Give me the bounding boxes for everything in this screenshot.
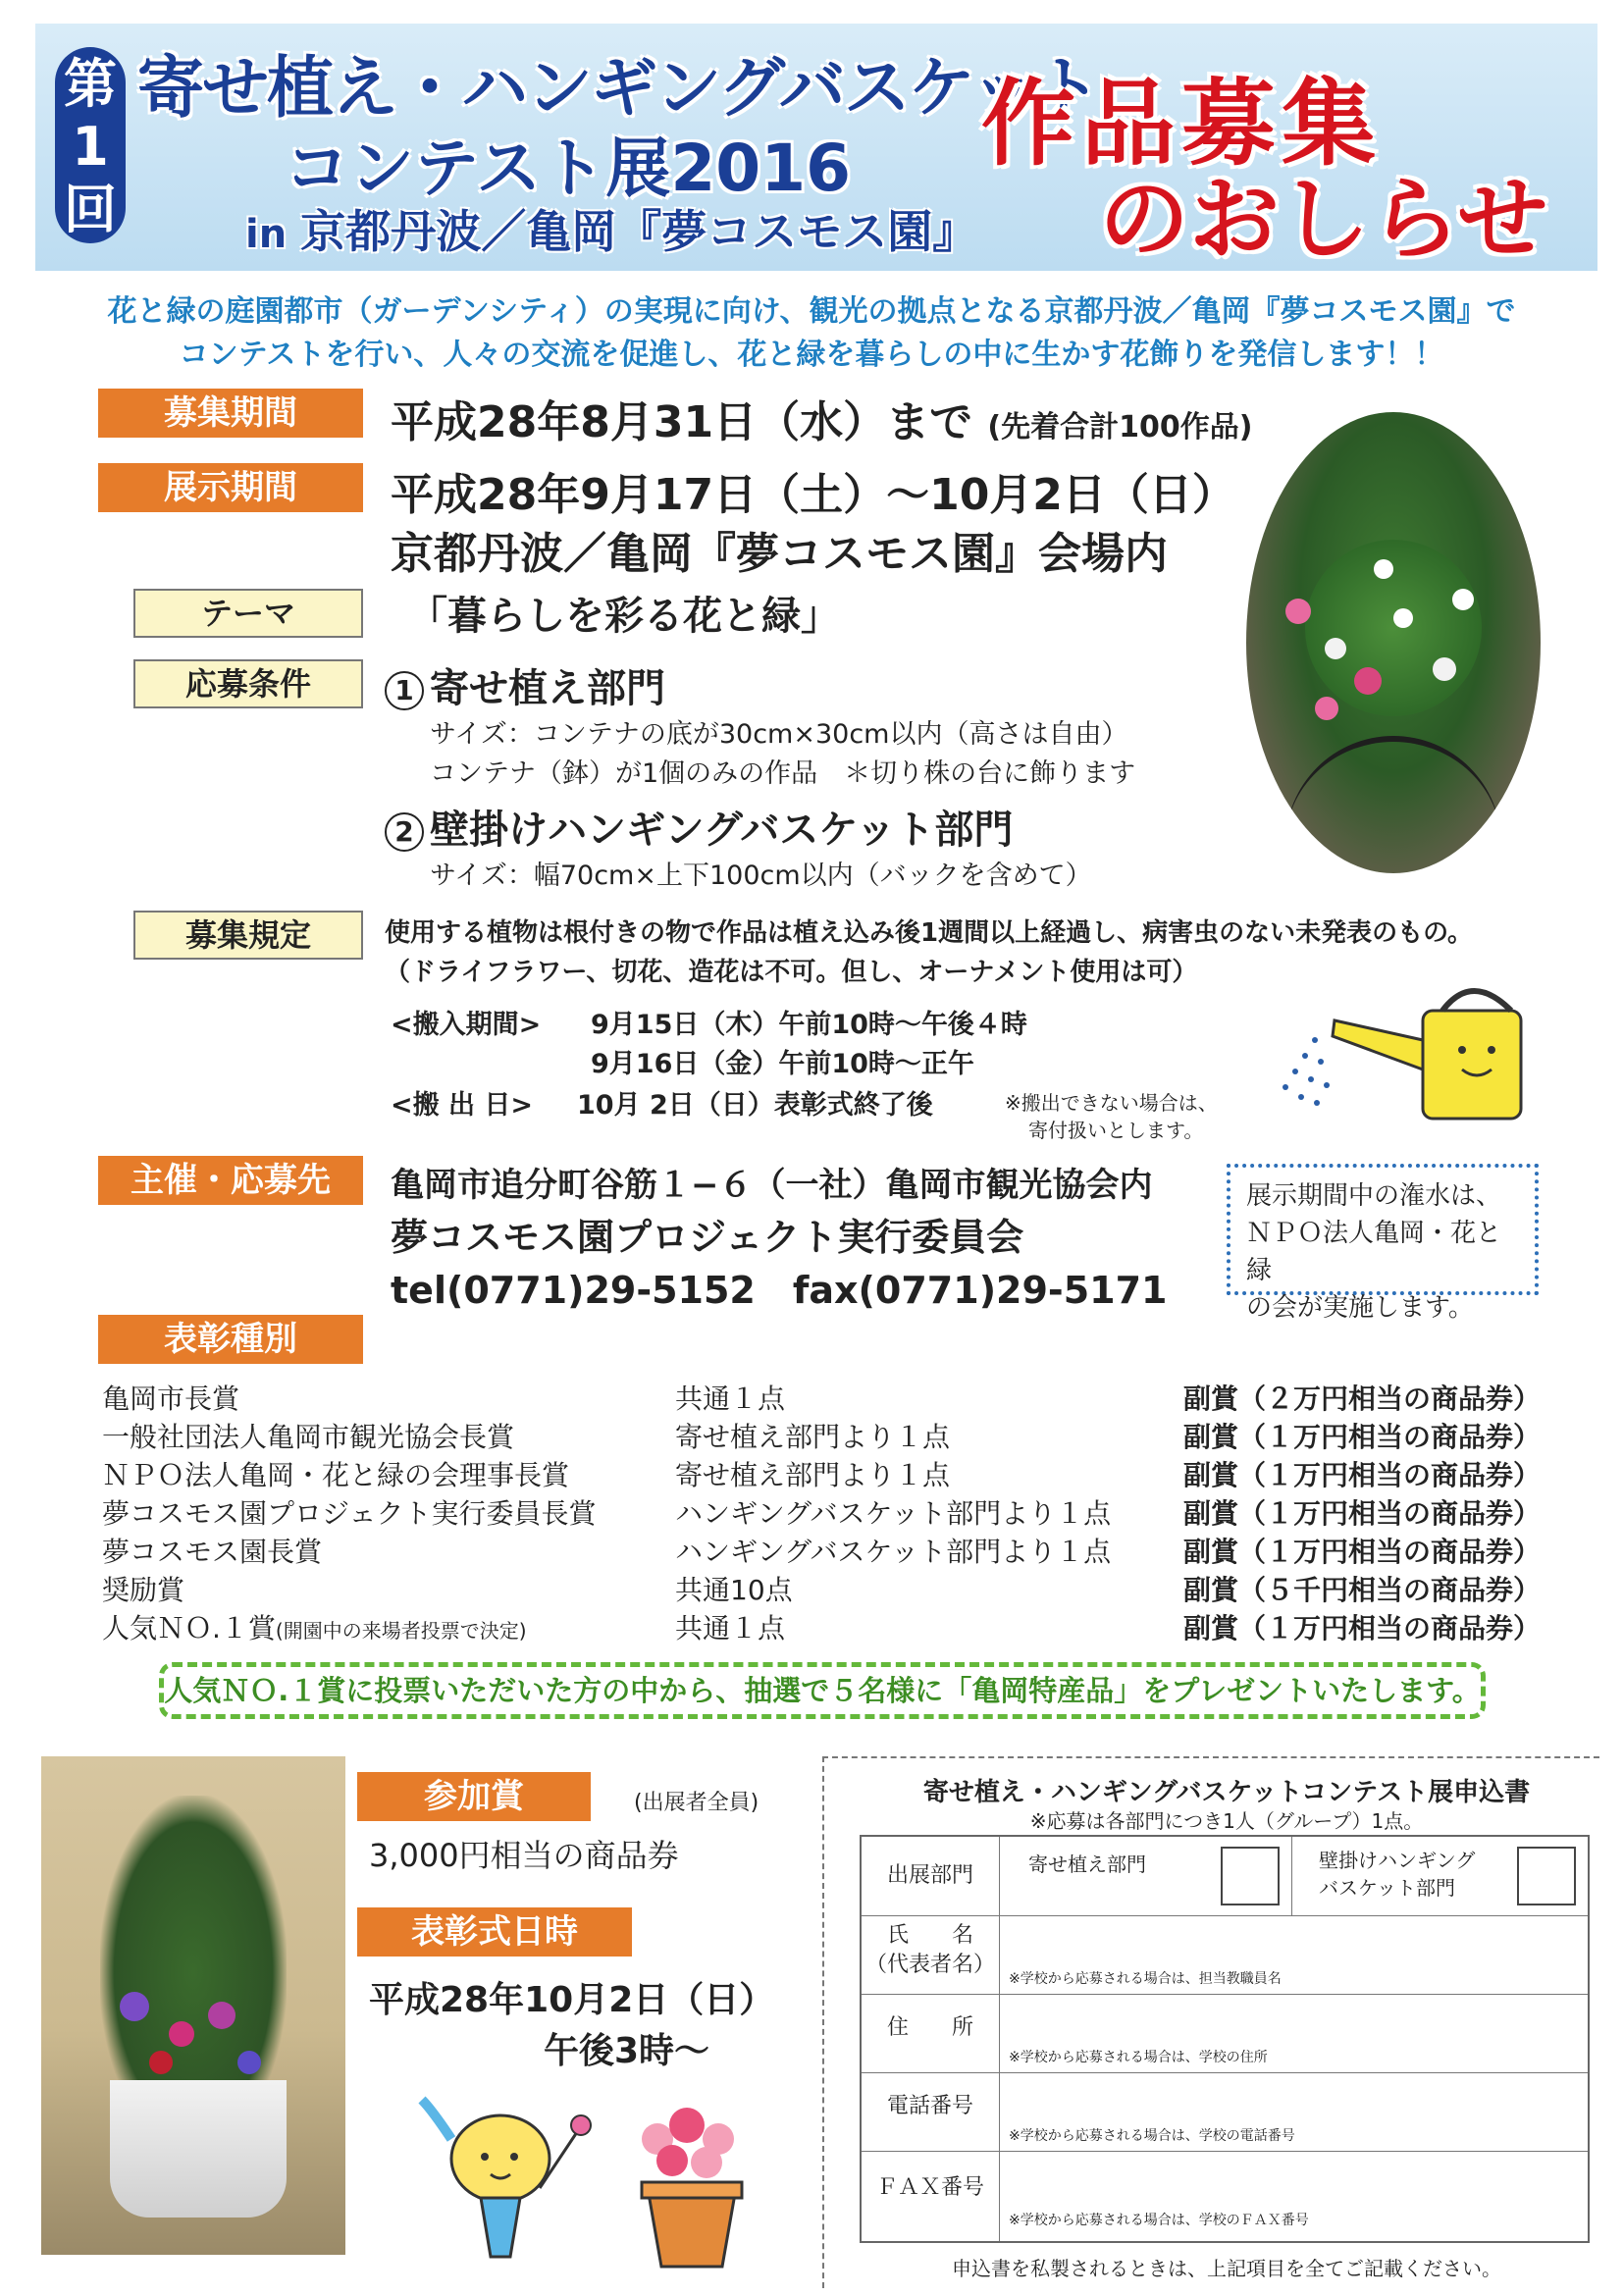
form-subtitle: ※応募は各部門につき1人（グループ）1点。 <box>1029 1809 1424 1833</box>
hanging-basket-photo <box>1246 412 1541 873</box>
tenji-kikan-value: 平成28年9月17日（土）～10月2日（日） <box>391 470 1235 520</box>
checkbox-hanging[interactable] <box>1517 1847 1576 1905</box>
form-title: 寄せ植え・ハンギングバスケットコンテスト展申込書 <box>922 1778 1531 1807</box>
row-label-bumon: 出展部門 <box>886 1863 973 1888</box>
container-garden-photo <box>41 1756 345 2255</box>
note-line: 展示期間中の潅水は、 <box>1246 1181 1502 1211</box>
theme-value: 「暮らしを彩る花と緑」 <box>408 594 840 639</box>
award-name-popular <box>102 1607 527 1646</box>
row-label-name <box>862 1921 999 1980</box>
label-kitei: 募集規定 <box>133 911 363 960</box>
award-prize: 副賞（１万円相当の商品券） <box>1183 1421 1542 1453</box>
intro-line2: コンテストを行い、人々の交流を促進し、花と緑を暮らしの中に生かす花飾りを発信します！！ <box>179 338 1444 372</box>
intro-line1: 花と緑の庭園都市（ガーデンシティ）の実現に向け、観光の拠点となる京都丹波／亀岡『夢コスモス園』で <box>107 294 1516 329</box>
boshu-kikan-date: 平成28年8月31日（水）まで <box>391 397 973 447</box>
hanshutsu-date: 10月 2日（日）表彰式終了後 <box>577 1090 933 1121</box>
cat1-size: サイズ：コンテナの底が30cm×30cm以内（高さは自由） <box>430 719 1128 750</box>
name-note: ※学校から応募される場合は、担当教職員名 <box>1009 1971 1282 1987</box>
label-theme: テーマ <box>133 589 363 638</box>
label-sanka: 参加賞 <box>357 1772 591 1821</box>
form-footer: 申込書を私製されるときは、上記項目を全てご記載ください。 <box>952 2257 1501 2280</box>
award-scope: ハンギングバスケット部門より１点 <box>675 1497 1112 1530</box>
award-prize: 副賞（１万円相当の商品券） <box>1183 1459 1542 1491</box>
badge-char: 1 <box>72 116 109 178</box>
tenji-place: 京都丹波／亀岡『夢コスモス園』会場内 <box>391 529 1168 579</box>
cat2-size: サイズ：幅70cm×上下100cm以内（バックを含めて） <box>430 861 1092 891</box>
award-name: 亀岡市長賞 <box>102 1383 240 1415</box>
cat2-title-text: 壁掛けハンギングバスケット部門 <box>430 808 1014 853</box>
shusai-org: 夢コスモス園プロジェクト実行委員会 <box>391 1216 1024 1259</box>
kitei-line2: （ドライフラワー、切花、造花は不可。但し、オーナメント使用は可） <box>385 958 1198 987</box>
hanshutsu-label: <搬 出 日> <box>391 1090 534 1121</box>
checkbox-yoseue[interactable] <box>1221 1847 1280 1905</box>
award-name: 奨励賞 <box>102 1574 185 1606</box>
hannyu-date2: 9月16日（金）午前10時～正午 <box>591 1049 974 1079</box>
in-label: in <box>245 212 288 257</box>
sanka-note: (出展者全員) <box>634 1791 759 1815</box>
cat1-number: 1 <box>385 671 424 710</box>
option-hanging-line1: 壁掛けハンギング <box>1319 1849 1476 1872</box>
kitei-line1: 使用する植物は根付きの物で作品は植え込み後1週間以上経過し、病害虫のない未発表のもの。 <box>385 918 1474 948</box>
cat2-title <box>385 799 1013 855</box>
label-tenji-kikan: 展示期間 <box>98 463 363 512</box>
award-name: 人気ＮＯ.１賞 <box>102 1612 276 1644</box>
ceremony-date: 平成28年10月2日（日） <box>369 1980 775 2020</box>
award-name: 一般社団法人亀岡市観光協会長賞 <box>102 1421 515 1453</box>
shusai-address: 亀岡市追分町谷筋１−６（一社）亀岡市観光協会内 <box>391 1166 1153 1205</box>
badge-char: 第 <box>64 53 117 115</box>
address-note: ※学校から応募される場合は、学校の住所 <box>1009 2050 1268 2065</box>
page-title: 寄せ植え・ハンギングバスケット <box>137 50 1100 128</box>
note-line: ＮＰＯ法人亀岡・花と緑 <box>1246 1219 1502 1285</box>
award-scope: 共通１点 <box>675 1612 786 1644</box>
recruit-heading-line2: のおしらせ <box>1099 167 1548 272</box>
row-label-tel: 電話番号 <box>886 2094 973 2118</box>
award-prize: 副賞（１万円相当の商品券） <box>1183 1497 1542 1530</box>
label-awards: 表彰種別 <box>98 1315 363 1364</box>
option-hanging-line2: バスケット部門 <box>1319 1876 1455 1900</box>
row-label-fax: ＦＡＸ番号 <box>875 2175 984 2200</box>
row-label-name-line2: （代表者名） <box>864 1953 995 1977</box>
award-name-note: (開園中の来場者投票で決定) <box>275 1619 527 1643</box>
present-banner: 人気ＮＯ.１賞に投票いただいた方の中から、抽選で５名様に「亀岡特産品」をプレゼントいたします。 <box>159 1662 1486 1719</box>
award-scope: 共通10点 <box>675 1574 793 1606</box>
edition-badge <box>55 47 126 243</box>
option-yoseue: 寄せ植え部門 <box>1028 1852 1146 1876</box>
cat1-title <box>385 657 665 713</box>
shusai-contact: tel(0771)29-5152 fax(0771)29-5171 <box>391 1269 1168 1312</box>
page-title-line3 <box>245 196 977 261</box>
hanshutsu-note2: 寄付扱いとします。 <box>1028 1119 1204 1142</box>
award-prize: 副賞（２万円相当の商品券） <box>1183 1383 1542 1415</box>
hannyu-label: <搬入期間> <box>391 1010 542 1040</box>
row-label-address: 住 所 <box>886 2015 973 2040</box>
award-scope: 共通１点 <box>675 1383 786 1415</box>
fax-note: ※学校から応募される場合は、学校のＦＡＸ番号 <box>1009 2213 1309 2228</box>
label-joken: 応募条件 <box>133 659 363 708</box>
hannyu-date1: 9月15日（木）午前10時～午後４時 <box>591 1010 1027 1040</box>
venue-title: 京都丹波／亀岡『夢コスモス園』 <box>300 205 978 258</box>
award-prize: 副賞（５千円相当の商品券） <box>1183 1574 1542 1606</box>
flower-pot-icon <box>628 2100 756 2276</box>
tel-note: ※学校から応募される場合は、学校の電話番号 <box>1009 2128 1295 2144</box>
award-scope: ハンギングバスケット部門より１点 <box>675 1536 1112 1568</box>
label-boshu-kikan: 募集期間 <box>98 389 363 438</box>
cat2-number: 2 <box>385 812 424 852</box>
award-name: 夢コスモス園長賞 <box>102 1536 323 1568</box>
award-prize: 副賞（１万円相当の商品券） <box>1183 1612 1542 1644</box>
sanka-value: 3,000円相当の商品券 <box>369 1837 679 1874</box>
award-scope: 寄せ植え部門より１点 <box>675 1421 951 1453</box>
note-line: の会が実施します。 <box>1246 1293 1474 1323</box>
badge-char: 回 <box>64 179 117 240</box>
watering-can-icon <box>1266 971 1560 1148</box>
cat1-title-text: 寄せ植え部門 <box>430 666 665 711</box>
page-title-line2: コンテスト展2016 <box>285 130 852 206</box>
recruit-heading: 作品募集 <box>981 69 1382 179</box>
ceremony-time: 午後3時～ <box>544 2031 710 2071</box>
mascot-icon <box>412 2090 608 2276</box>
boshu-kikan-value <box>391 387 1252 449</box>
application-form <box>860 1835 1590 2243</box>
row-label-name-line1: 氏 名 <box>886 1923 973 1948</box>
hanshutsu-note1: ※搬出できない場合は、 <box>1005 1091 1218 1115</box>
watering-note-box <box>1227 1164 1539 1323</box>
award-prize: 副賞（１万円相当の商品券） <box>1183 1536 1542 1568</box>
award-scope: 寄せ植え部門より１点 <box>675 1459 951 1491</box>
cat1-note: コンテナ（鉢）が1個のみの作品 ＊切り株の台に飾ります <box>430 758 1136 789</box>
option-hanging <box>1319 1847 1475 1902</box>
award-name: ＮＰＯ法人亀岡・花と緑の会理事長賞 <box>102 1459 570 1491</box>
boshu-kikan-note: (先着合計100作品) <box>987 410 1253 444</box>
label-hyoshoshiki: 表彰式日時 <box>357 1907 632 1957</box>
label-shusai: 主催・応募先 <box>98 1156 363 1205</box>
award-name: 夢コスモス園プロジェクト実行委員長賞 <box>102 1497 597 1530</box>
